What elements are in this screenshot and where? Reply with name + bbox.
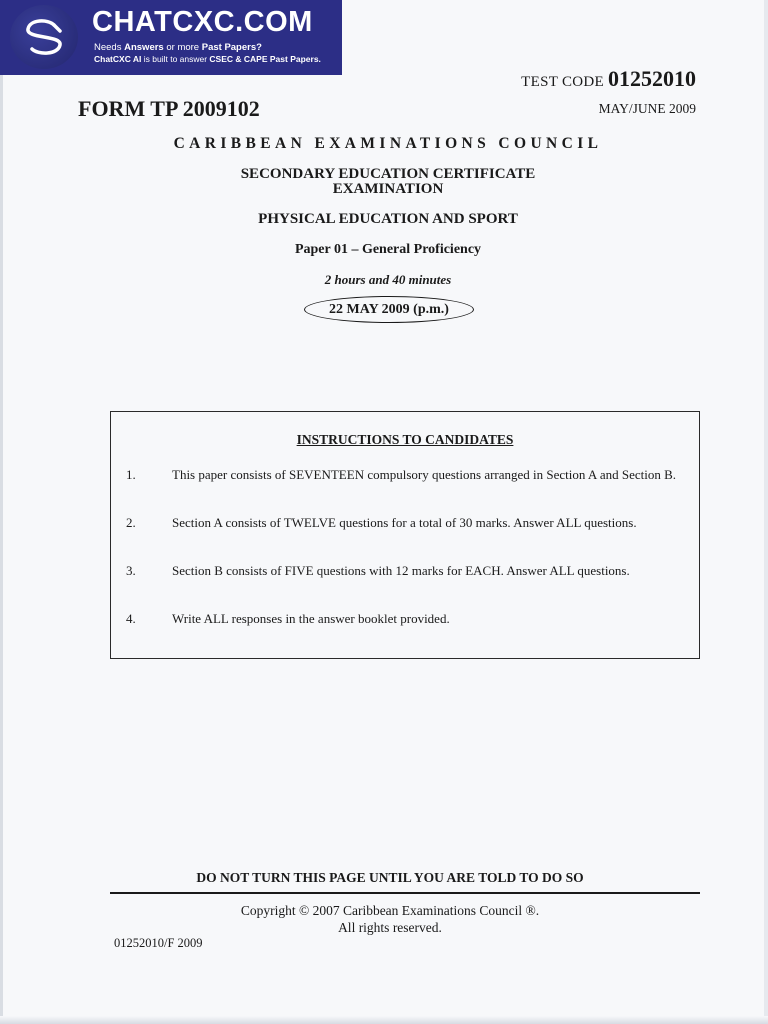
test-code-label: TEST CODE [521,74,604,90]
instruction-text: Section A consists of TWELVE questions for a total of 30 marks. Answer ALL questions. [172,515,637,530]
instructions-heading: INSTRUCTIONS TO CANDIDATES [296,432,514,447]
instruction-number: 1. [126,467,136,482]
instructions-box [110,411,700,659]
paper-title: Paper 01 – General Proficiency [294,242,482,257]
exam-date: 22 MAY 2009 (p.m.) [304,296,474,323]
do-not-turn-warning: DO NOT TURN THIS PAGE UNTIL YOU ARE TOLD TO DO SO [196,870,584,885]
certificate-title: SECONDARY EDUCATION CERTIFICATE [240,166,536,182]
page-edge [0,1016,768,1024]
banner-tagline: Needs Answers or more Past Papers? [94,42,262,53]
banner-title: CHATCXC.COM [92,6,313,38]
test-code [521,66,696,92]
banner-subtagline: ChatCXC AI is built to answer CSEC & CAPE Past Papers. [94,54,321,64]
certificate-title-line2: EXAMINATION [332,181,444,197]
document-code: 01252010/F 2009 [114,936,203,950]
council-name: CARIBBEAN EXAMINATIONS COUNCIL [173,135,603,152]
rights-reserved: All rights reserved. [338,920,442,935]
copyright-notice: Copyright © 2007 Caribbean Examinations Council ®. [240,903,540,918]
test-code-value: 01252010 [608,66,696,91]
exam-duration: 2 hours and 40 minutes [324,272,452,287]
chatcxc-banner[interactable] [0,0,342,75]
instruction-number: 4. [126,611,136,626]
instruction-number: 2. [126,515,136,530]
exam-session: MAY/JUNE 2009 [598,101,696,116]
instruction-text: This paper consists of SEVENTEEN compulsory questions arranged in Section A and Section B. [172,467,677,482]
form-number: FORM TP 2009102 [78,96,260,121]
subject-title: PHYSICAL EDUCATION AND SPORT [258,211,518,227]
footer-divider [110,892,700,894]
instruction-number: 3. [126,563,136,578]
instruction-text: Write ALL responses in the answer booklet provided. [172,611,450,626]
chatcxc-logo-icon [10,5,78,69]
instruction-text: Section B consists of FIVE questions with 12 marks for EACH. Answer ALL questions. [172,563,630,578]
